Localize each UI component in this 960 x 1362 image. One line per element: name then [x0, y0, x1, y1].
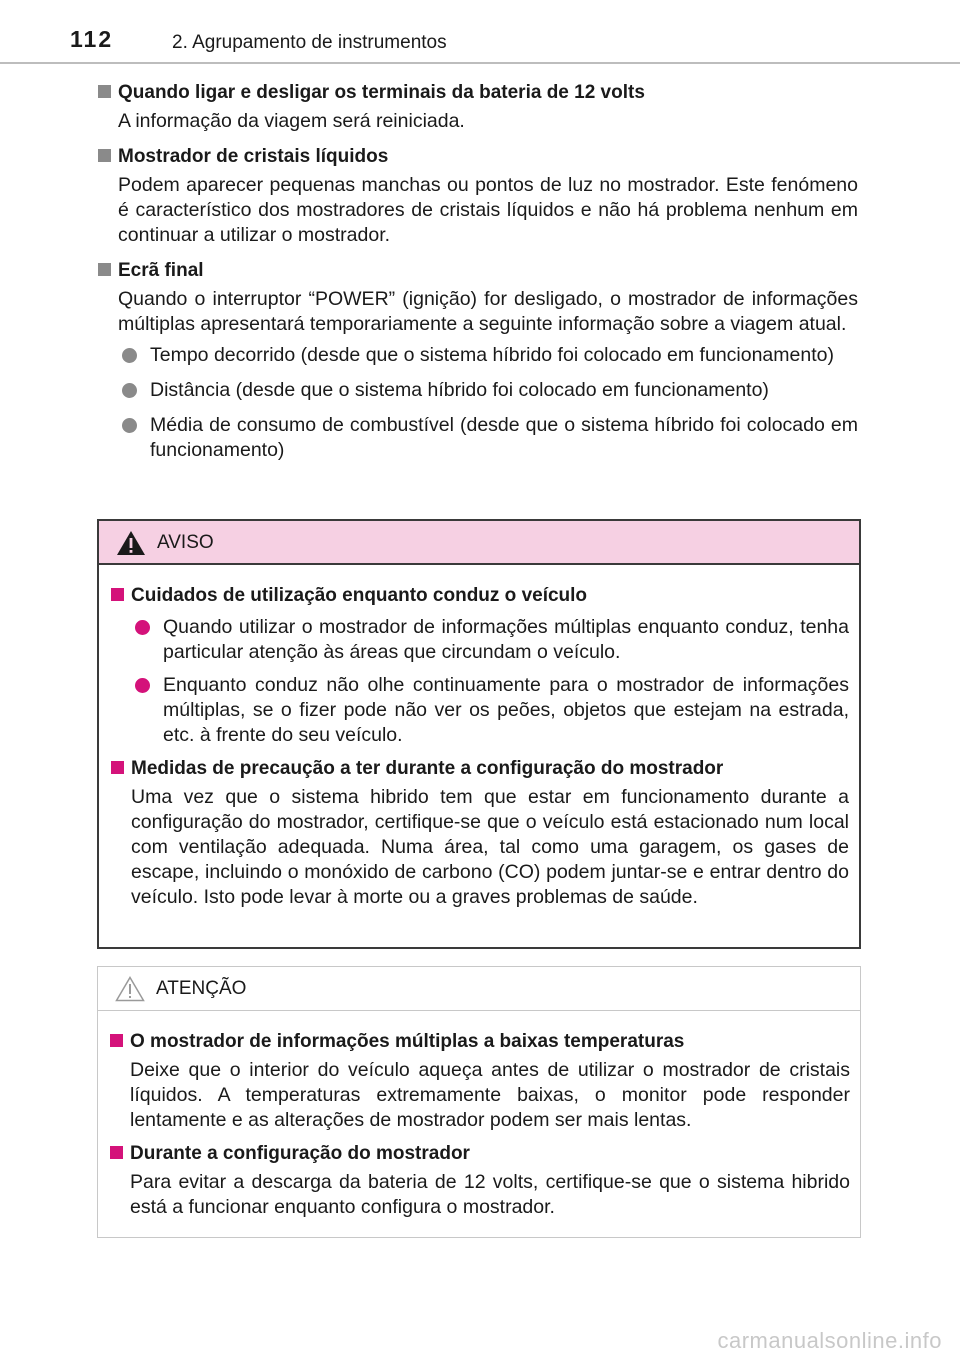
- list-item: Média de consumo de combustível (desde que o sistema híbrido foi colocado em funcionamento): [118, 413, 858, 463]
- section-text: Podem aparecer pequenas manchas ou pontos de luz no mostrador. Este fenómeno é característico dos mostradores de cristais líquidos e não há problema nenhum em continuar a utilizar o mostrador.: [118, 174, 858, 246]
- warning-label: AVISO: [157, 532, 214, 553]
- page-number: 112: [70, 26, 114, 52]
- section-lcd: [98, 144, 858, 248]
- list-item: Tempo decorrido (desde que o sistema híbrido foi colocado em funcionamento): [118, 343, 858, 368]
- section-title: Mostrador de cristais líquidos: [118, 146, 389, 167]
- section-final-screen: [98, 258, 858, 463]
- square-bullet-icon: [111, 588, 124, 601]
- section-title: Medidas de precaução a ter durante a configuração do mostrador: [131, 758, 724, 779]
- watermark: carmanualsonline.info: [717, 1328, 942, 1353]
- list-item: Enquanto conduz não olhe continuamente para o mostrador de informações múltiplas, se o fizer pode não ver os peões, objetos que estejam na estrada, etc. à frente do seu veículo.: [131, 673, 849, 748]
- section-text: Uma vez que o sistema hibrido tem que estar em funcionamento durante a configuração do mostrador, certifique-se que o veículo está estacionado num local com ventilação adequada. Numa área, tal como uma garagem, os gases de escape, incluindo o monóxido de carbono (CO) podem juntar-se e entrar dentro do veículo. Isto pode levar à morte ou a graves problemas de saúde.: [131, 786, 849, 908]
- square-bullet-icon: [110, 1146, 123, 1159]
- list-item: Quando utilizar o mostrador de informações múltiplas enquanto conduz, tenha particular atenção às áreas que circundam o veículo.: [131, 615, 849, 665]
- warning-box: [97, 519, 861, 949]
- section-battery: [98, 80, 858, 134]
- section-title: Durante a configuração do mostrador: [130, 1143, 470, 1164]
- circle-bullet-icon: [135, 678, 150, 693]
- square-bullet-icon: [111, 761, 124, 774]
- section-title: Quando ligar e desligar os terminais da bateria de 12 volts: [118, 82, 645, 103]
- section-title: Ecrã final: [118, 260, 204, 281]
- section-text: Quando o interruptor “POWER” (ignição) for desligado, o mostrador de informações múltiplas apresentará temporariamente a seguinte informação sobre a viagem atual.: [118, 288, 858, 335]
- chapter-title: 2. Agrupamento de instrumentos: [172, 32, 447, 53]
- warning-header: [99, 521, 859, 565]
- circle-bullet-icon: [122, 348, 137, 363]
- circle-bullet-icon: [122, 418, 137, 433]
- main-content: [98, 80, 858, 473]
- section-text: Para evitar a descarga da bateria de 12 volts, certifique-se que o sistema hibrido está a funcionar enquanto configura o mostrador.: [130, 1171, 850, 1218]
- page-header: [0, 0, 960, 64]
- circle-bullet-icon: [122, 383, 137, 398]
- square-bullet-icon: [98, 85, 111, 98]
- caution-header: [98, 967, 860, 1011]
- caution-box: [97, 966, 861, 1238]
- section-title: Cuidados de utilização enquanto conduz o veículo: [131, 585, 588, 606]
- square-bullet-icon: [98, 149, 111, 162]
- section-text: A informação da viagem será reiniciada.: [118, 110, 465, 132]
- square-bullet-icon: [110, 1034, 123, 1047]
- section-text: Deixe que o interior do veículo aqueça antes de utilizar o mostrador de cristais líquidos. A temperaturas extremamente baixas, o monitor pode responder lentamente e as alterações de mostrador podem ser mais lentas.: [130, 1059, 850, 1131]
- caution-label: ATENÇÃO: [156, 978, 247, 999]
- warning-triangle-icon: [116, 530, 146, 556]
- list-item: Distância (desde que o sistema híbrido foi colocado em funcionamento): [118, 378, 858, 403]
- square-bullet-icon: [98, 263, 111, 276]
- caution-triangle-icon: [115, 976, 145, 1002]
- circle-bullet-icon: [135, 620, 150, 635]
- section-title: O mostrador de informações múltiplas a baixas temperaturas: [130, 1031, 685, 1052]
